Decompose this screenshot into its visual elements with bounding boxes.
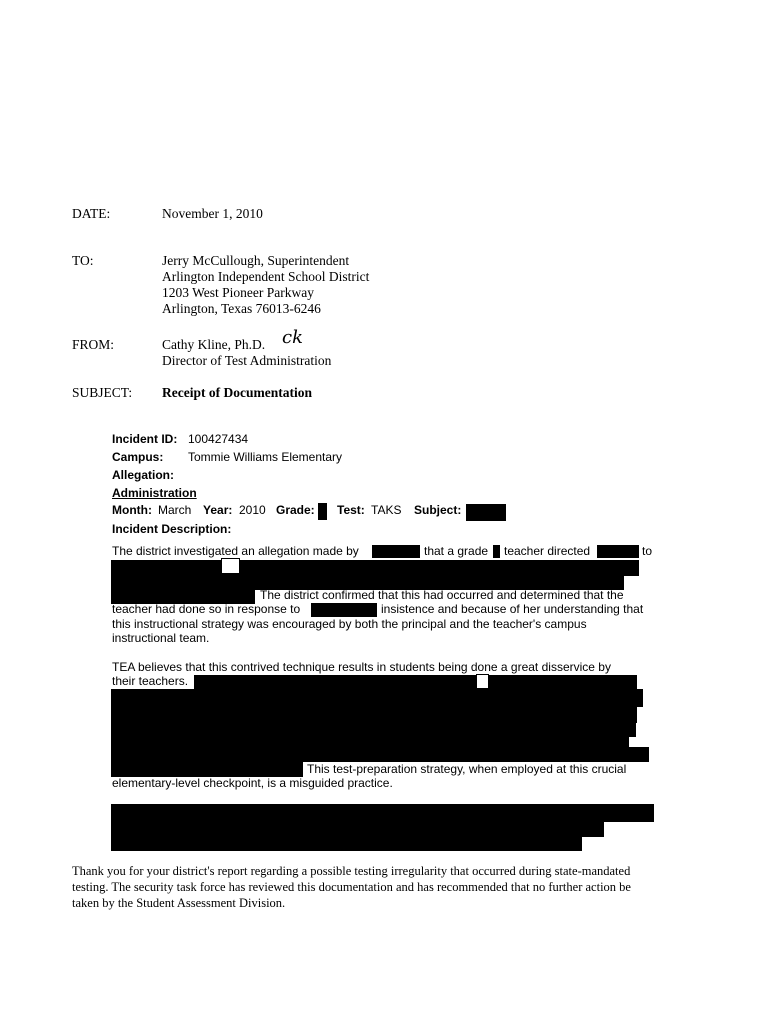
p1-line1-a: The district investigated an allegation made by [112, 544, 359, 558]
p2-line7: This test-preparation strategy, when employed at this crucial [307, 762, 627, 776]
closing-line-2: testing. The security task force has reviewed this documentation and has recommended that no further action be [72, 880, 631, 894]
campus-label: Campus: [112, 450, 164, 464]
from-label: FROM: [72, 337, 115, 352]
redaction-p2-5 [111, 737, 629, 747]
redaction-p3-2 [111, 822, 604, 837]
to-line-2: Arlington Independent School District [162, 269, 370, 284]
to-line-3: 1203 West Pioneer Parkway [162, 285, 315, 300]
redaction-p3-3 [111, 837, 582, 851]
redaction-marker-2 [476, 674, 489, 689]
p1-line5: this instructional strategy was encouraged by both the principal and the teacher's campus [112, 617, 587, 631]
year-label: Year: [203, 503, 233, 517]
incident-id-value: 100427434 [188, 432, 249, 446]
to-line-1: Jerry McCullough, Superintendent [162, 253, 350, 268]
p1-line4-a: teacher had done so in response to [112, 602, 301, 616]
campus-value: Tommie Williams Elementary [188, 450, 343, 464]
redaction-subject [466, 504, 506, 521]
subject-value: Receipt of Documentation [162, 385, 312, 400]
signature-initials: ck [282, 327, 303, 348]
p1-line1-b: that a grade [424, 544, 489, 558]
redaction-p2-1 [194, 675, 637, 689]
incident-id-label: Incident ID: [112, 432, 178, 446]
month-label: Month: [112, 503, 152, 517]
subject-field-label: Subject: [414, 503, 462, 517]
redaction-marker-1 [221, 558, 240, 574]
p1-line3: The district confirmed that this had occurred and determined that the [260, 588, 624, 602]
year-value: 2010 [239, 503, 266, 517]
p1-line1-d: to [642, 544, 653, 558]
p2-line2: their teachers. [112, 674, 189, 688]
administration-heading: Administration [112, 486, 197, 500]
p1-line6: instructional team. [112, 631, 210, 645]
redaction-p2-7 [111, 762, 303, 777]
redaction-p1-3 [597, 545, 639, 558]
date-value: November 1, 2010 [162, 206, 263, 221]
from-line-2: Director of Test Administration [162, 353, 332, 368]
redaction-p2-6 [111, 747, 649, 762]
from-line-1: Cathy Kline, Ph.D. [162, 337, 266, 352]
redaction-p2-4 [111, 723, 636, 737]
test-value: TAKS [371, 503, 402, 517]
redaction-p1-7 [311, 603, 377, 617]
allegation-label: Allegation: [112, 468, 174, 482]
grade-label: Grade: [276, 503, 315, 517]
closing-line-3: taken by the Student Assessment Division. [72, 896, 286, 910]
redaction-p2-3 [111, 707, 637, 723]
month-value: March [158, 503, 192, 517]
p2-line8: elementary-level checkpoint, is a misguided practice. [112, 776, 393, 790]
to-line-4: Arlington, Texas 76013-6246 [162, 301, 321, 316]
redaction-p3-1 [111, 804, 654, 822]
p1-line1-c: teacher directed [504, 544, 591, 558]
p2-line1: TEA believes that this contrived technique results in students being done a great disservice by [112, 660, 611, 674]
redaction-p1-2 [493, 545, 500, 558]
redaction-grade [318, 503, 327, 520]
p1-line4-b: insistence and because of her understanding that [381, 602, 644, 616]
redaction-p2-2 [111, 689, 643, 707]
redaction-p1-1 [372, 545, 420, 558]
to-label: TO: [72, 253, 94, 268]
incident-description-label: Incident Description: [112, 522, 232, 536]
test-label: Test: [337, 503, 365, 517]
closing-line-1: Thank you for your district's report regarding a possible testing irregularity that occurred during state-mandated [72, 864, 631, 878]
redaction-p1-4 [111, 560, 639, 576]
subject-label: SUBJECT: [72, 385, 133, 400]
date-label: DATE: [72, 206, 111, 221]
